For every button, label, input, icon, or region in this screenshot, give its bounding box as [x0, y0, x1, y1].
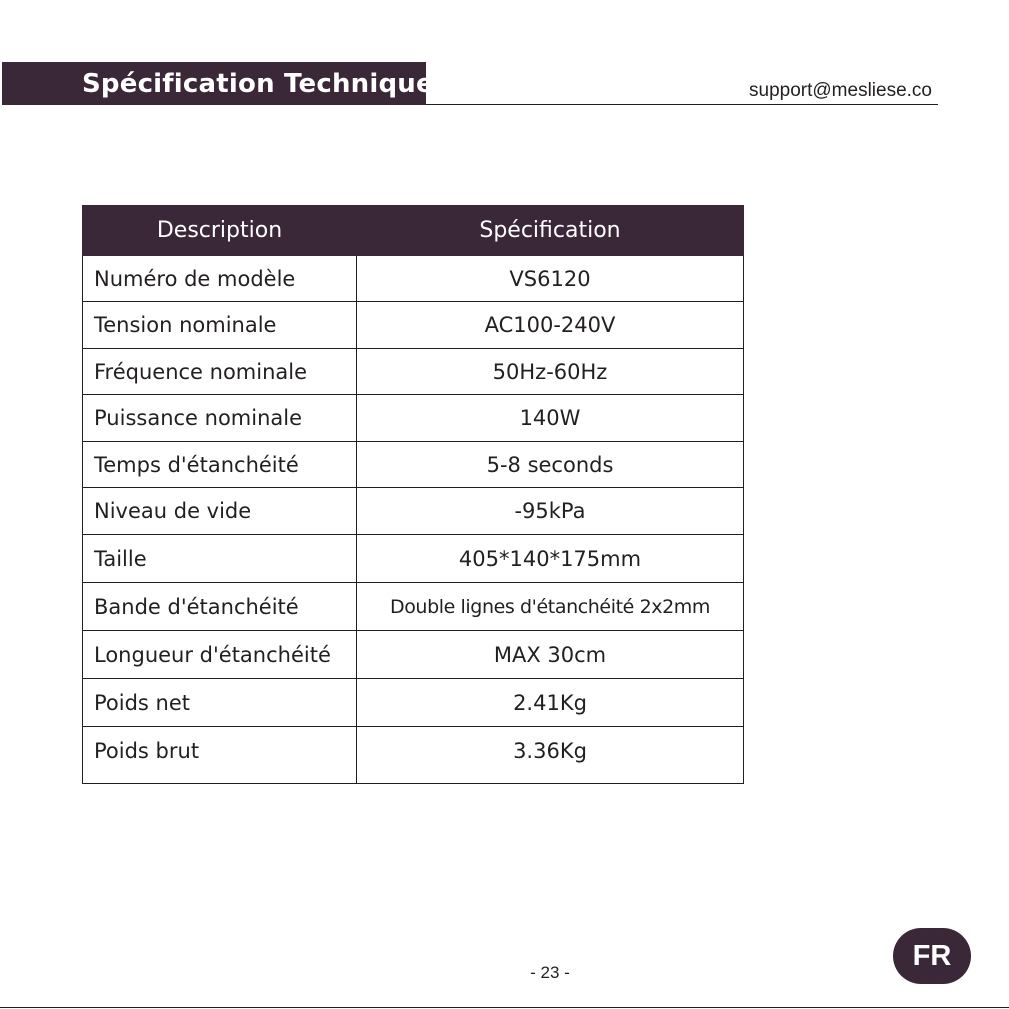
row-value: VS6120	[357, 256, 744, 302]
header-divider	[426, 104, 938, 105]
row-value: Double lignes d'étanchéité 2x2mm	[357, 583, 744, 631]
specification-table	[82, 205, 744, 784]
footer-divider	[0, 1007, 1009, 1008]
table-row	[83, 395, 744, 442]
table-row	[83, 727, 744, 784]
table-row	[83, 302, 744, 349]
row-label: Fréquence nominale	[83, 349, 357, 395]
row-value: 140W	[357, 395, 744, 442]
row-label: Puissance nominale	[83, 395, 357, 442]
table-row	[83, 442, 744, 488]
row-value: 405*140*175mm	[357, 535, 744, 583]
row-value: 5-8 seconds	[357, 442, 744, 488]
row-label: Bande d'étanchéité	[83, 583, 357, 631]
row-label: Poids brut	[83, 727, 357, 784]
language-badge: FR	[893, 928, 971, 984]
table-row	[83, 349, 744, 395]
column-header-description: Description	[83, 206, 357, 256]
row-label: Longueur d'étanchéité	[83, 631, 357, 679]
row-label: Temps d'étanchéité	[83, 442, 357, 488]
support-email: support@mesliese.co	[749, 80, 932, 101]
row-label: Taille	[83, 535, 357, 583]
table-row	[83, 583, 744, 631]
row-value: 2.41Kg	[357, 679, 744, 727]
row-value: MAX 30cm	[357, 631, 744, 679]
table-row	[83, 488, 744, 535]
row-value: AC100-240V	[357, 302, 744, 349]
row-label: Tension nominale	[83, 302, 357, 349]
table-row	[83, 631, 744, 679]
page-title: Spécification Technique	[82, 68, 434, 99]
table-row	[83, 256, 744, 302]
page-number: - 23 -	[530, 963, 570, 982]
row-label: Poids net	[83, 679, 357, 727]
table-row	[83, 679, 744, 727]
row-value: -95kPa	[357, 488, 744, 535]
table-header-row	[83, 206, 744, 256]
row-label: Niveau de vide	[83, 488, 357, 535]
row-label: Numéro de modèle	[83, 256, 357, 302]
header-band	[2, 62, 434, 105]
row-value: 3.36Kg	[357, 727, 744, 784]
row-value: 50Hz-60Hz	[357, 349, 744, 395]
table-row	[83, 535, 744, 583]
column-header-specification: Spécification	[357, 206, 744, 256]
